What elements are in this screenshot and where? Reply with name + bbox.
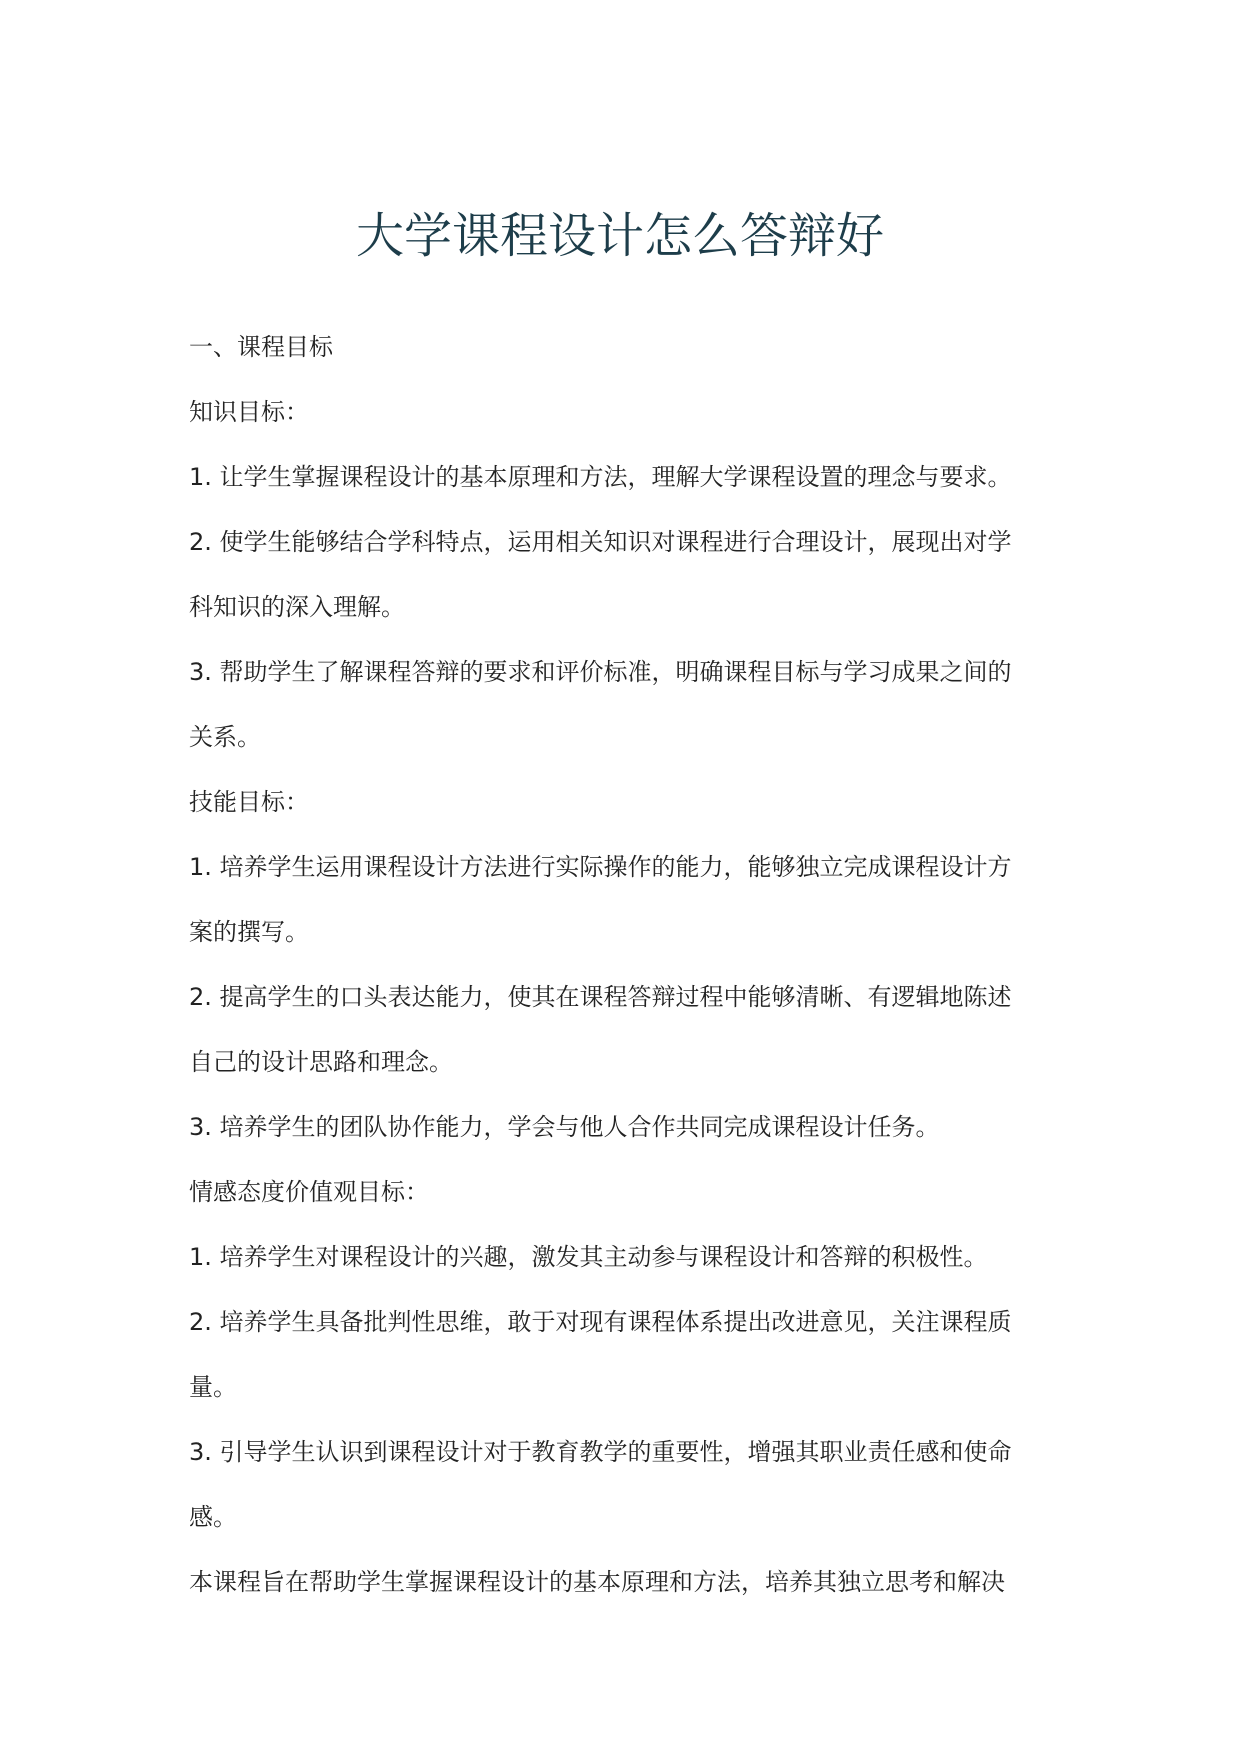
paragraph-line: 2. 使学生能够结合学科特点，运用相关知识对课程进行合理设计，展现出对学: [189, 528, 1012, 556]
paragraph-line: 科知识的深入理解。: [189, 593, 405, 621]
paragraph-line: 1. 培养学生对课程设计的兴趣，激发其主动参与课程设计和答辩的积极性。: [189, 1243, 988, 1271]
paragraph-line: 自己的设计思路和理念。: [189, 1048, 453, 1076]
paragraph-line: 量。: [189, 1373, 237, 1401]
paragraph-line: 本课程旨在帮助学生掌握课程设计的基本原理和方法，培养其独立思考和解决: [189, 1568, 1005, 1596]
paragraph-line: 3. 培养学生的团队协作能力，学会与他人合作共同完成课程设计任务。: [189, 1113, 940, 1141]
paragraph-line: 案的撰写。: [189, 918, 309, 946]
paragraph-line: 3. 引导学生认识到课程设计对于教育教学的重要性，增强其职业责任感和使命: [189, 1438, 1012, 1466]
paragraph-line: 2. 提高学生的口头表达能力，使其在课程答辩过程中能够清晰、有逻辑地陈述: [189, 983, 1012, 1011]
paragraph-line: 1. 培养学生运用课程设计方法进行实际操作的能力，能够独立完成课程设计方: [189, 853, 1012, 881]
subheading-skill-objectives: 技能目标：: [189, 788, 309, 816]
section-heading-course-objectives: 一、课程目标: [189, 333, 333, 361]
subheading-knowledge-objectives: 知识目标：: [189, 398, 309, 426]
paragraph-line: 关系。: [189, 723, 261, 751]
subheading-attitude-values-objectives: 情感态度价值观目标：: [189, 1178, 429, 1206]
paragraph-line: 3. 帮助学生了解课程答辩的要求和评价标准，明确课程目标与学习成果之间的: [189, 658, 1012, 686]
paragraph-line: 1. 让学生掌握课程设计的基本原理和方法，理解大学课程设置的理念与要求。: [189, 463, 1012, 491]
document-body: [189, 315, 1069, 1615]
document-title: 大学课程设计怎么答辩好: [355, 208, 884, 264]
paragraph-line: 感。: [189, 1503, 237, 1531]
paragraph-line: 2. 培养学生具备批判性思维，敢于对现有课程体系提出改进意见，关注课程质: [189, 1308, 1012, 1336]
